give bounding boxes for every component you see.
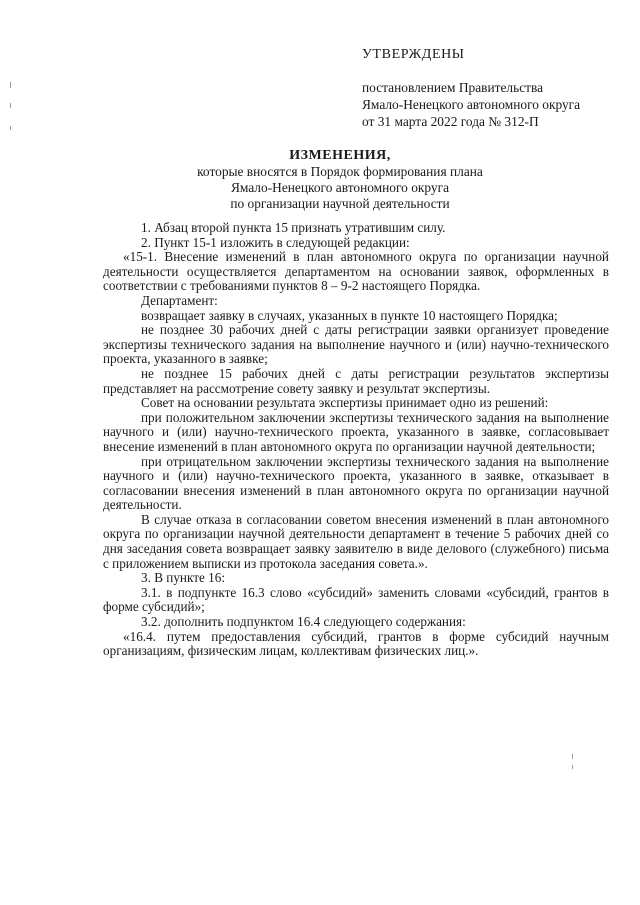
approval-stamp	[362, 46, 580, 130]
scan-margin-mark	[10, 126, 11, 130]
paragraph: возвращает заявку в случаях, указанных в пункте 10 настоящего Порядка;	[141, 307, 558, 323]
title-line: которые вносятся в Порядок формирования плана	[197, 164, 483, 179]
scan-margin-mark	[10, 103, 11, 108]
title-line: по организации научной деятельности	[230, 196, 450, 211]
paragraph: при положительном заключении экспертизы технического задания на выполнение научного и (или) научно-технического проекта, указанного в заявке, согласовывает внесение изменений в план автономного округа по организации научной деятельности;	[103, 409, 609, 454]
scan-margin-mark	[572, 765, 573, 769]
paragraph: 1. Абзац второй пункта 15 признать утратившим силу.	[141, 220, 446, 235]
approval-line: Ямало-Ненецкого автономного округа	[362, 97, 581, 112]
paragraph: при отрицательном заключении экспертизы технического задания на выполнение научного и (или) научно-технического проекта, указанного в заявке, отказывает в согласовании внесения изменений в план автономного округа по организации научной деятельности.	[103, 453, 609, 513]
scan-margin-mark	[10, 82, 11, 88]
document-title	[100, 148, 580, 212]
paragraph: 3.2. дополнить подпунктом 16.4 следующего содержания:	[141, 614, 466, 630]
paragraph: «15-1. Внесение изменений в план автономного округа по организации научной деятельности осуществляется департаментом на основании заявок, оформленных в соответствии с требованиями пунктов 8 – 9-2 настоящего Порядка.	[103, 249, 609, 294]
paragraph: «16.4. путем предоставления субсидий, грантов в форме субсидий научным организациям, физическим лицам, коллективам физических лиц.».	[103, 628, 609, 659]
paragraph: Совет на основании результата экспертизы принимает одно из решений:	[141, 395, 549, 411]
scan-margin-mark	[572, 754, 573, 759]
approval-line: постановлением Правительства	[362, 80, 544, 95]
paragraph: 3.1. в подпункте 16.3 слово «субсидий» заменить словами «субсидий, грантов в форме субсидий»;	[103, 584, 609, 615]
document-body	[103, 221, 609, 659]
paragraph: В случае отказа в согласовании советом внесения изменений в план автономного округа по организации научной деятельности департамент в течение 5 рабочих дней со дня заседания совета возвращает заявку заявителю в виде делового (служебного) письма с приложением выписки из протокола заседания совета.».	[103, 511, 609, 571]
title-main: ИЗМЕНЕНИЯ,	[289, 148, 391, 163]
paragraph: не позднее 30 рабочих дней с даты регистрации заявки организует проведение экспертизы технического задания на выполнение научного и (или) научно-технического проекта, указанного в заявке;	[103, 322, 609, 367]
paragraph: Департамент:	[141, 292, 218, 308]
paragraph: 2. Пункт 15-1 изложить в следующей редакции:	[141, 234, 410, 250]
approval-line: от 31 марта 2022 года № 312-П	[362, 114, 539, 129]
approval-heading: УТВЕРЖДЕНЫ	[362, 47, 465, 62]
title-line: Ямало-Ненецкого автономного округа	[230, 180, 450, 195]
paragraph: не позднее 15 рабочих дней с даты регистрации результатов экспертизы представляет на рассмотрение совету заявку и результат экспертизы.	[103, 365, 609, 396]
paragraph: 3. В пункте 16:	[141, 570, 225, 586]
